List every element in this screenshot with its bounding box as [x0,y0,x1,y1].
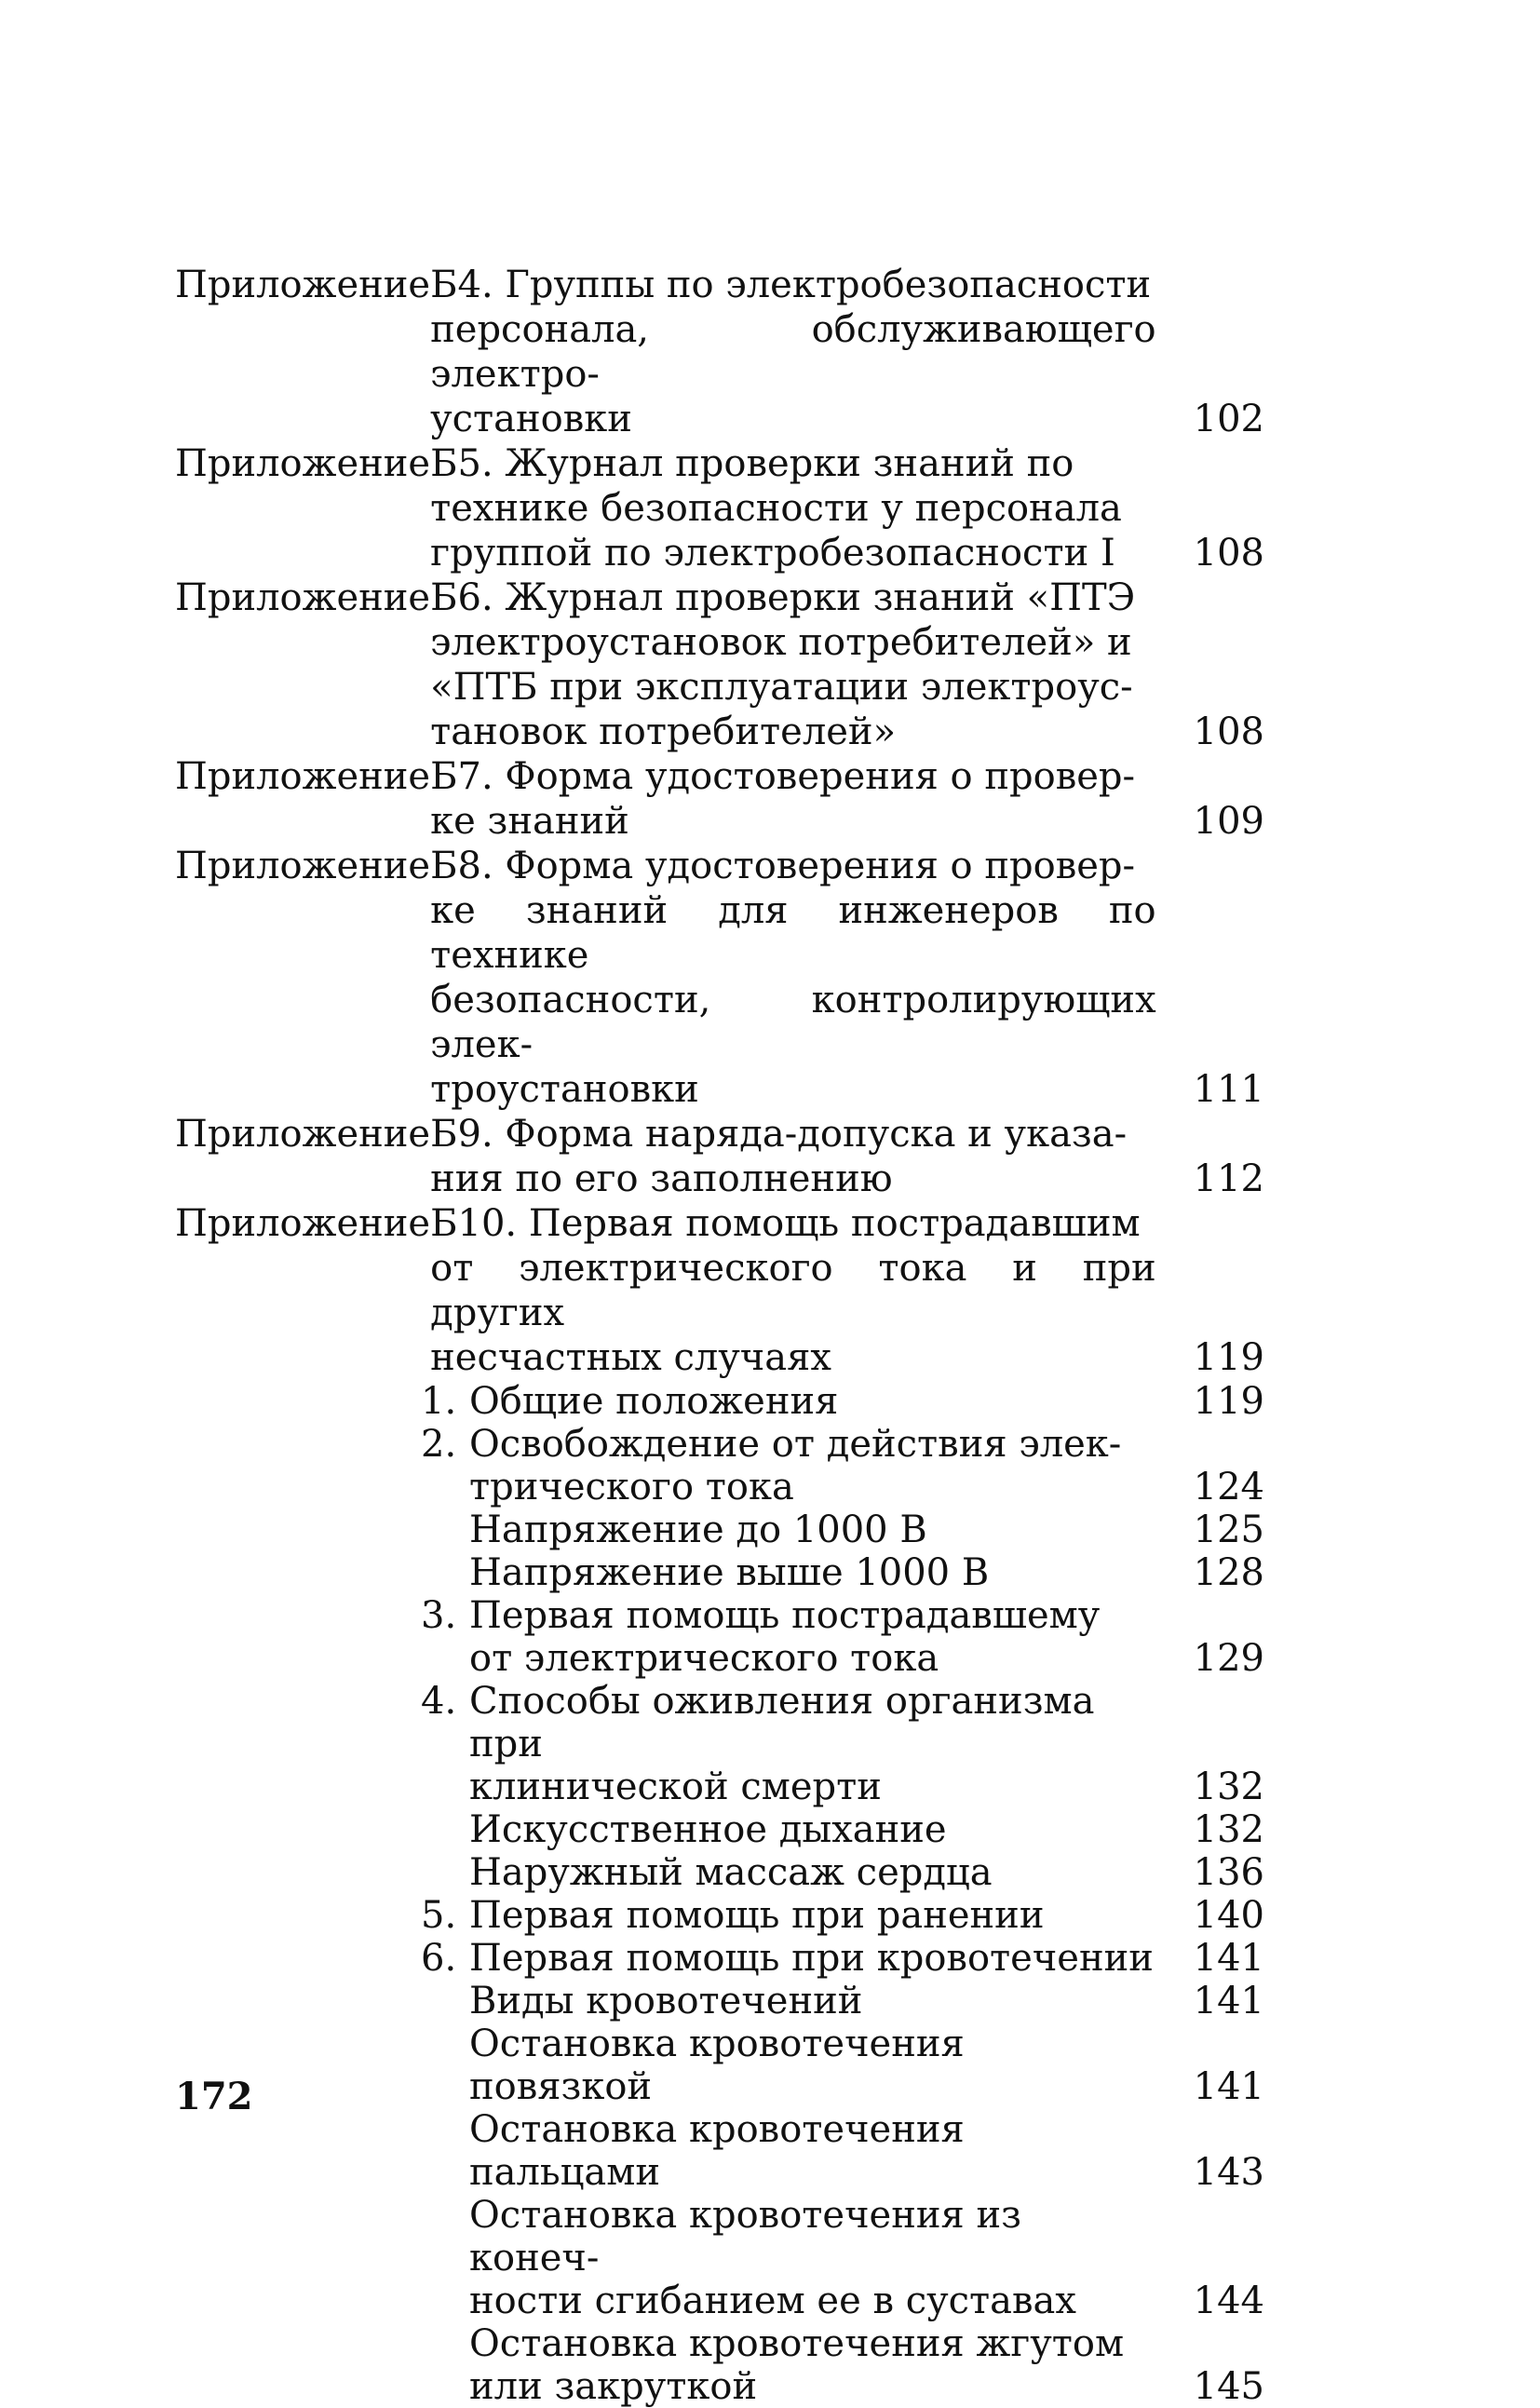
subentry-title: Виды кровотечений [469,1980,863,2022]
subentry-title: Остановка кровотечения жгутом или закруткой [469,2322,1125,2408]
toc-subentry-6b [421,2022,1264,2108]
toc-subentry-6a [421,1980,1264,2022]
subentry-title: Первая помощь при кровотечении [469,1937,1154,1980]
subentry-title: Напряжение выше 1000 В [469,1551,990,1594]
entry-label: Приложение [175,755,431,798]
entry-page-number: 111 [1193,1068,1264,1111]
entry-label: Приложение [175,845,431,887]
subentry-title: Наружный массаж сердца [469,1851,993,1894]
subentry-page-number: 140 [1193,1894,1264,1937]
entry-label: Приложение [175,442,431,485]
subentry-title: Освобождение от действия элек- трического тока [469,1423,1122,1508]
toc-subentry-6d [421,2194,1264,2322]
toc-subentry-4a [421,1808,1264,1851]
subentry-title: Способы оживления организма при клинической смерти [469,1680,1095,1808]
subentry-page-number: 124 [1193,1466,1264,1508]
subentry-title: Напряжение до 1000 В [469,1508,927,1551]
toc-entry-b10 [175,1201,1264,1380]
subentry-page-number: 119 [1193,1380,1264,1423]
subentry-title: Первая помощь пострадавшему от электрического тока [469,1594,1101,1680]
entry-page-number: 108 [1193,532,1264,575]
toc-subentry-5 [421,1894,1264,1937]
toc-subentry-6e [421,2322,1264,2408]
entry-title: Б4. Группы по электробезопасности персонала, обслуживающего электро- установки [430,264,1156,440]
subentry-page-number: 129 [1193,1637,1264,1680]
entry-page-number: 119 [1193,1336,1264,1379]
subentry-page-number: 132 [1193,1808,1264,1851]
subentry-page-number: 125 [1193,1508,1264,1551]
entry-label: Приложение [175,264,431,306]
subentry-page-number: 145 [1193,2365,1264,2408]
subentry-page-number: 132 [1193,1765,1264,1808]
subentry-page-number: 141 [1193,1937,1264,1980]
subentry-title: Остановка кровотечения из конеч- ности сгибанием ее в суставах [469,2194,1076,2322]
toc-subentry-2a [421,1508,1264,1551]
toc-subentry-1 [421,1380,1264,1423]
subentry-number: 5. [421,1894,457,1937]
entry-label: Приложение [175,1202,431,1245]
toc-subentry-2b [421,1551,1264,1594]
subentry-number: 2. [421,1423,457,1466]
subentry-number: 3. [421,1594,457,1637]
subentry-number: 1. [421,1380,457,1423]
subentry-page-number: 144 [1193,2279,1264,2322]
subentry-page-number: 128 [1193,1551,1264,1594]
subentry-title: Общие положения [469,1380,839,1423]
table-of-contents [175,263,1264,2408]
subentry-title: Остановка кровотечения пальцами [469,2108,965,2194]
subentry-title: Первая помощь при ранении [469,1894,1045,1937]
entry-title: Б9. Форма наряда-допуска и указа- ния по его заполнению [430,1113,1128,1200]
page-number: 172 [175,2075,253,2118]
subentry-page-number: 141 [1193,1980,1264,2022]
subentry-page-number: 143 [1193,2151,1264,2194]
entry-title: Б7. Форма удостоверения о провер- ке знаний [430,755,1136,843]
toc-entry-b4 [175,263,1264,441]
entry-page-number: 112 [1193,1157,1264,1200]
subentry-title: Остановка кровотечения повязкой [469,2022,965,2108]
entry-page-number: 108 [1193,710,1264,753]
toc-entry-b9 [175,1112,1264,1201]
toc-entry-b7 [175,754,1264,844]
subentry-page-number: 136 [1193,1851,1264,1894]
subentry-title: Искусственное дыхание [469,1808,947,1851]
toc-subentry-4 [421,1680,1264,1808]
toc-subentry-3 [421,1594,1264,1680]
entry-label: Приложение [175,1113,431,1156]
entry-title: Б10. Первая помощь пострадавшим от электрического тока и при других несчастных случаях [430,1202,1156,1379]
toc-entry-b5 [175,441,1264,575]
toc-subentry-6 [421,1937,1264,1980]
entry-label: Приложение [175,576,431,619]
entry-page-number: 109 [1193,800,1264,843]
toc-entry-b6 [175,575,1264,754]
entry-title: Б5. Журнал проверки знаний по технике безопасности у персонала группой по электробезопасности I [430,442,1122,575]
entry-page-number: 102 [1193,398,1264,440]
toc-subentry-6c [421,2108,1264,2194]
entry-title: Б8. Форма удостоверения о провер- ке знаний для инженеров по технике безопасности, контролирующих элек- троустановки [430,845,1156,1111]
subentry-number: 4. [421,1680,457,1723]
subentry-page-number: 141 [1193,2065,1264,2108]
toc-entry-b8 [175,844,1264,1112]
subentry-number: 6. [421,1937,457,1980]
entry-title: Б6. Журнал проверки знаний «ПТЭ электроустановок потребителей» и «ПТБ при эксплуатации электроус- тановок потребителей» [430,576,1136,753]
toc-subentry-4b [421,1851,1264,1894]
toc-subentry-2 [421,1423,1264,1508]
